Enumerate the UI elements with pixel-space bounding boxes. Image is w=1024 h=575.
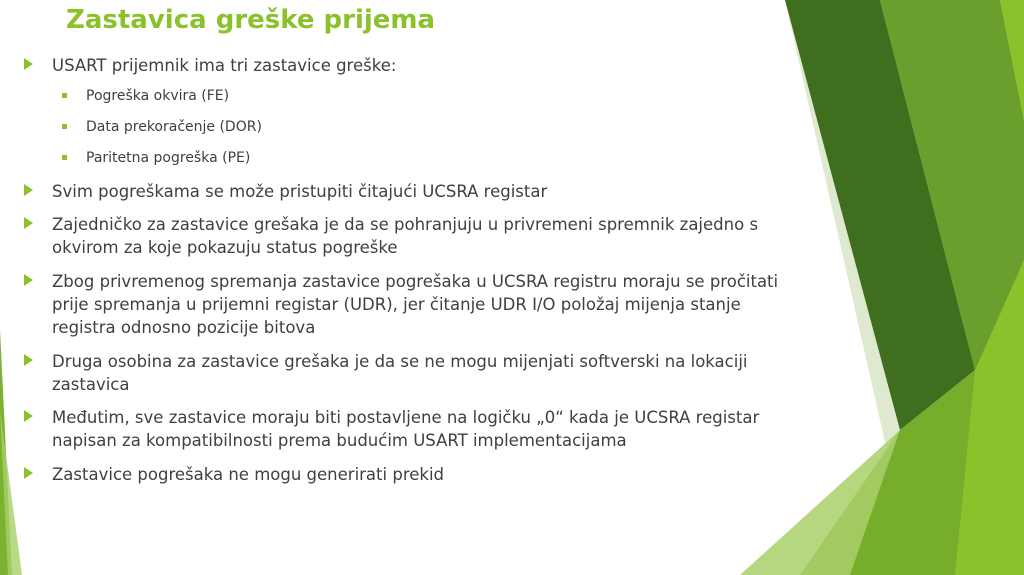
bullet-text-line: registra odnosno pozicije bitova — [52, 318, 316, 337]
bullet-text-line: Međutim, sve zastavice moraju biti postavljene na logičku „0“ kada je UCSRA registar — [52, 408, 760, 427]
triangle-bullet-icon — [24, 410, 33, 422]
bullet-text: Svim pogreškama se može pristupiti čitajući UCSRA registar — [52, 182, 548, 201]
bullet-item — [52, 463, 444, 486]
bullet-item — [52, 270, 778, 339]
triangle-bullet-icon — [24, 58, 33, 70]
sub-bullet-text: Data prekoračenje (DOR) — [86, 119, 262, 135]
bullet-text-line: prije spremanja u prijemni registar (UDR), jer čitanje UDR I/O položaj mijenja stanje — [52, 295, 741, 314]
square-bullet-icon — [62, 155, 67, 160]
sub-bullet-item — [86, 117, 262, 137]
triangle-bullet-icon — [24, 184, 33, 196]
bullet-text-line: Druga osobina za zastavice grešaka je da se ne mogu mijenjati softverski na lokaciji — [52, 352, 748, 371]
bullet-item — [52, 213, 758, 259]
sub-bullet-item — [86, 148, 250, 168]
bullet-text-line: okvirom za koje pokazuju status pogreške — [52, 238, 398, 257]
bullet-text: Zastavice pogrešaka ne mogu generirati prekid — [52, 465, 445, 484]
bullet-text-line: napisan za kompatibilnosti prema budućim USART implementacijama — [52, 431, 627, 450]
triangle-bullet-icon — [24, 467, 33, 479]
sub-bullet-text: Pogreška okvira (FE) — [86, 88, 230, 104]
bullet-text-line: Zbog privremenog spremanja zastavice pogrešaka u UCSRA registru moraju se pročitati — [52, 272, 779, 291]
bullet-text-line: Zajedničko za zastavice grešaka je da se pohranjuju u privremeni spremnik zajedno s — [52, 215, 759, 234]
sub-bullet-text: Paritetna pogreška (PE) — [86, 150, 251, 166]
triangle-bullet-icon — [24, 354, 33, 366]
bullet-item — [52, 54, 396, 77]
bullet-text-line: zastavica — [52, 375, 130, 394]
triangle-bullet-icon — [24, 274, 33, 286]
bullet-text: USART prijemnik ima tri zastavice greške: — [52, 56, 397, 75]
bullet-item — [52, 406, 759, 452]
triangle-bullet-icon — [24, 217, 33, 229]
bullet-item — [52, 350, 748, 396]
bullet-item — [52, 180, 547, 203]
square-bullet-icon — [62, 93, 67, 98]
square-bullet-icon — [62, 124, 67, 129]
sub-bullet-item — [86, 86, 229, 106]
slide-title: Zastavica greške prijema — [66, 5, 436, 35]
